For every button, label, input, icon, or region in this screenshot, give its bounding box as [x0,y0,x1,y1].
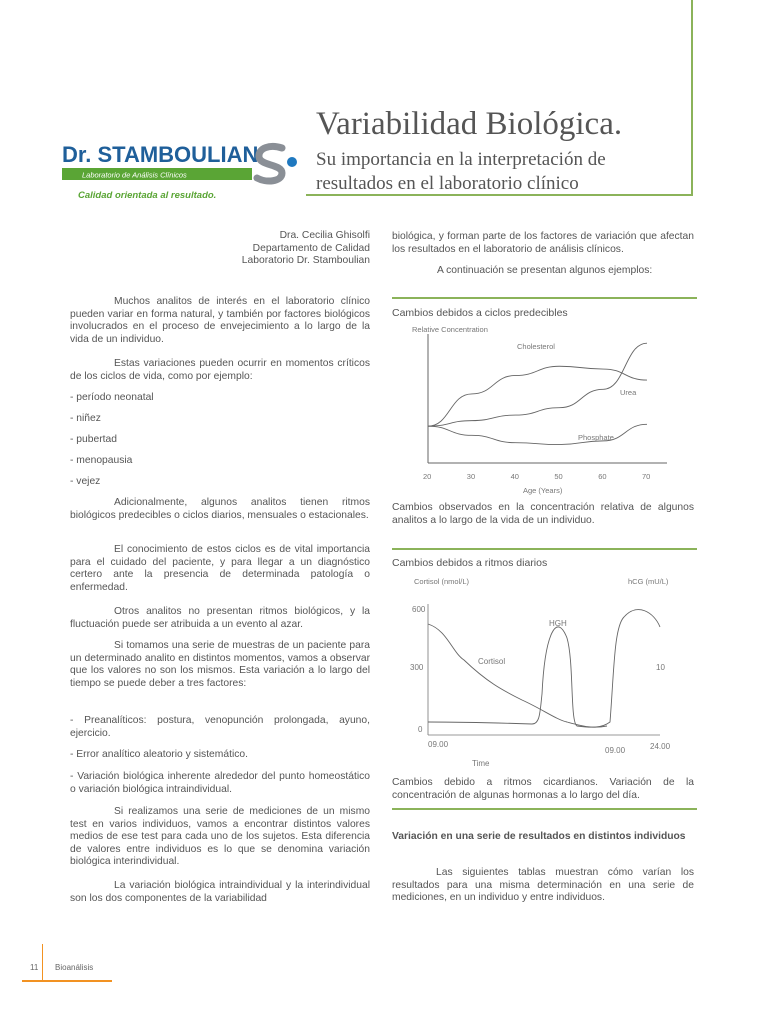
author-dept: Departamento de Calidad [252,242,370,254]
list-item: - período neonatal [70,392,154,403]
series-label-cholesterol: Cholesterol [517,342,555,351]
right-paragraph-3: Las siguientes tablas muestran cómo varían los resultados para una misma determinación en una serie de mediciones, en un individuo y entre individuos. [392,867,694,904]
chart2-xlabel: Time [472,759,490,768]
section-title: Variación en una serie de resultados en distintos individuos [392,831,686,842]
footer-vertical-rule [42,944,43,980]
series-line-hgh [428,610,660,728]
chart-age-concentration [392,322,697,498]
chart-daily-rhythms [392,572,697,770]
y-tick-label: 300 [410,663,424,672]
list-item: - menopausia [70,455,133,466]
chart1-ylabel: Relative Concentration [412,325,488,334]
series-line-cortisol [428,624,607,727]
y-tick-label-right: 10 [656,663,665,672]
x-tick-label: 60 [598,472,607,481]
publication-name: Bioanálisis [55,963,94,972]
x-tick-label: 30 [466,472,476,481]
x-tick-label: 09.00 [428,740,449,749]
left-paragraph-9: - Variación biológica inherente alrededor del punto homeostático o variación biológica intraindividual. [70,771,370,795]
figure-1-caption: Cambios observados en la concentración relativa de algunos analitos a lo largo de la vida de un individuo. [392,502,694,526]
page-title: Variabilidad Biológica. [316,106,623,142]
figure-2-rule [392,548,697,550]
lab-logo-graphic [60,138,306,208]
left-paragraph-4: El conocimiento de estos ciclos es de vital importancia para el cuidado del paciente, y para llegar a un diagnóstico certero ante la presencia de determinada patología o enfermedad. [70,544,370,593]
series-label-phosphate: Phosphate [578,433,614,442]
author-block [100,230,370,268]
left-paragraph-6: Si tomamos una serie de muestras de un paciente para un determinado analito en distintos momentos, vamos a observar que los valores no son los mismos. Esta variación a lo largo del tiempo se puede deber a tres factores: [70,640,370,689]
figure-1-title: Cambios debidos a ciclos predecibles [392,307,568,319]
series-line-cholesterol [428,366,647,426]
page-subtitle: Su importancia en la interpretación de resultados en el laboratorio clínico [316,149,606,194]
left-paragraph-2: Estas variaciones pueden ocurrir en momentos críticos de los ciclos de vida, como por ejemplo: [70,358,370,382]
author-lab: Laboratorio Dr. Stamboulian [241,255,370,267]
y-tick-label: 600 [412,605,426,614]
lab-logo [60,138,306,208]
series-label-hgh: HGH [549,619,567,628]
chart1-xlabel: Age (Years) [523,486,563,495]
x-tick-label: 20 [423,472,432,481]
x-tick-label: 40 [510,472,519,481]
logo-bar-text: Laboratorio de Análisis Clínicos [82,170,187,180]
logo-name: Dr. STAMBOULIAN [62,142,259,167]
section-rule [392,808,697,810]
x-tick-label: 09.00 [605,746,626,755]
logo-tagline: Calidad orientada al resultado. [78,190,217,201]
y-tick-label: 0 [418,725,423,734]
left-paragraph-1: Muchos analitos de interés en el laboratorio clínico pueden variar en forma natural, y también por factores biológicos involucrados en el proceso de envejecimiento a lo largo de la vida de un individuo. [70,296,370,345]
series-label-urea: Urea [620,388,637,397]
chart2-ylabel-left: Cortisol (nmol/L) [414,577,470,586]
series-label-cortisol: Cortisol [478,657,506,666]
left-paragraph-10: Si realizamos una serie de mediciones de un mismo test en varios individuos, vamos a encontrar distintos valores medios de ese test para cada uno de los sujetos. Esta diferencia de valores entre individuos es lo que se denomina variación biológica interindividual. [70,806,370,868]
x-tick-label: 70 [642,472,651,481]
page-number: 11 [30,963,39,972]
left-paragraph-7: - Preanalíticos: postura, venopunción prolongada, ayuno, ejercicio. [70,715,370,739]
figure-2-caption: Cambios debido a ritmos cicardianos. Variación de la concentración de algunas hormonas a lo largo del día. [392,777,694,801]
author-name: Dra. Cecilia Ghisolfi [279,230,370,241]
x-tick-label: 50 [554,472,563,481]
series-line-urea [428,343,647,426]
header-vertical-rule [691,0,693,196]
chart2-ylabel-right: hCG (mU/L) [628,577,669,586]
left-paragraph-3: Adicionalmente, algunos analitos tienen ritmos biológicos predecibles o ciclos diarios, mensuales o estacionales. [70,497,370,521]
x-tick-label: 24.00 [650,742,671,751]
right-paragraph-1: biológica, y forman parte de los factores de variación que afectan los resultados en el laboratorio de análisis clínicos. [392,231,694,255]
logo-s-mark [257,146,282,181]
left-paragraph-11: La variación biológica intraindividual y la interindividual son los dos componentes de la variabilidad [70,880,370,904]
right-paragraph-2: A continuación se presentan algunos ejemplos: [437,265,653,276]
footer-horizontal-rule [22,980,112,982]
series-line-phosphate [428,424,647,444]
list-item: - vejez [70,476,101,487]
figure-1-rule [392,297,697,299]
left-paragraph-5: Otros analitos no presentan ritmos biológicos, y la fluctuación puede ser atribuida a un evento al azar. [70,606,370,630]
left-paragraph-8: - Error analítico aleatorio y sistemático. [70,749,248,760]
figure-2-title: Cambios debidos a ritmos diarios [392,557,548,569]
logo-dot [287,157,297,167]
list-item: - pubertad [70,434,117,445]
list-item: - niñez [70,413,101,424]
